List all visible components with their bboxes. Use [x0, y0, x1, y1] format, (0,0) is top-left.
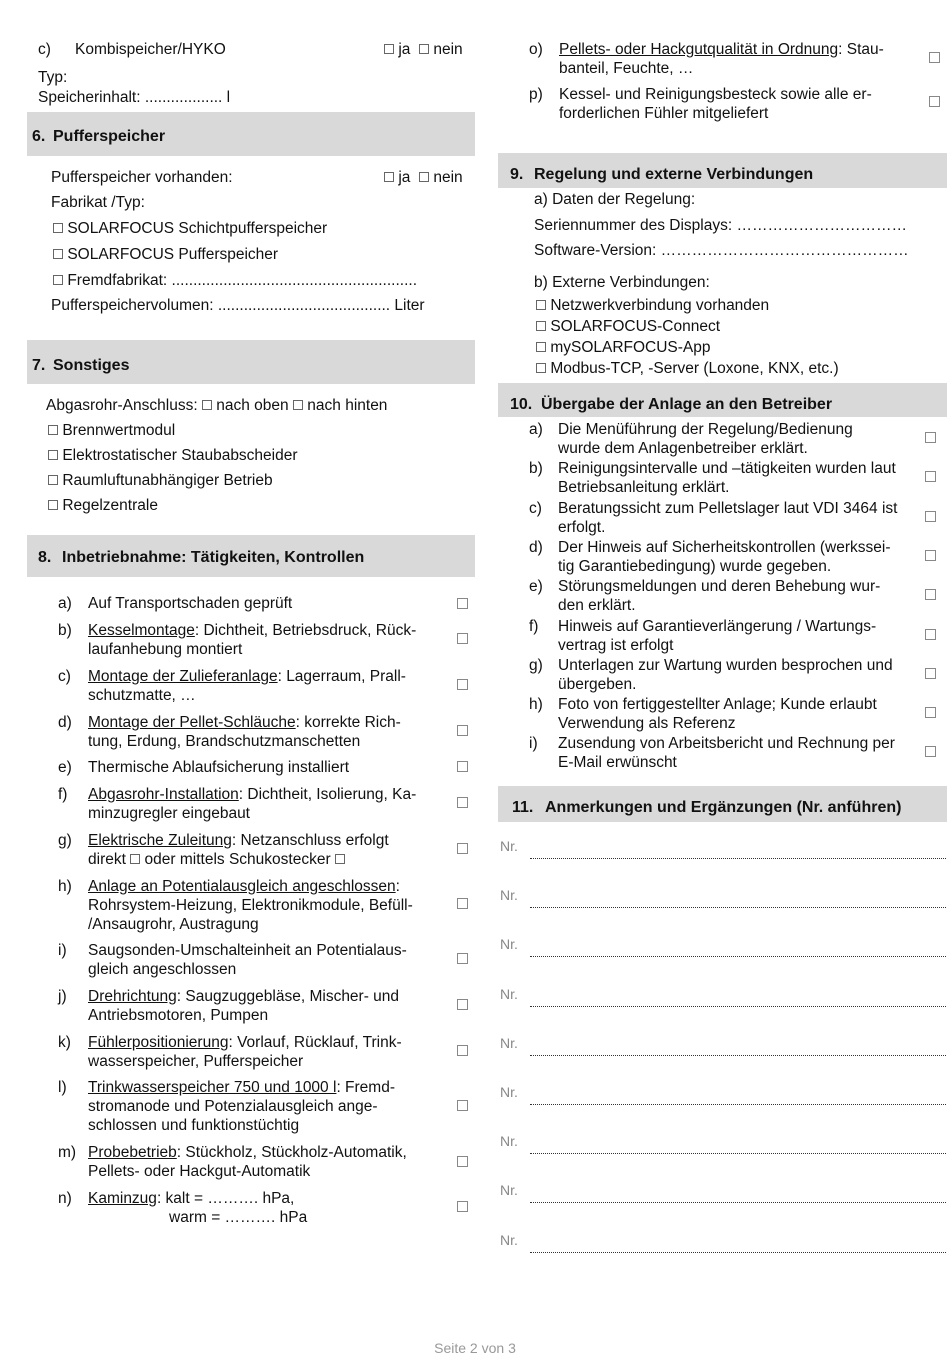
- item-label: a): [529, 421, 543, 438]
- verbindung-item: [536, 338, 711, 357]
- item-text-l1: Der Hinweis auf Sicherheitskontrollen (werkssei-: [558, 538, 891, 556]
- brennwert-label: Brennwertmodul: [62, 422, 176, 439]
- section-6-number: 6.: [32, 128, 46, 145]
- regelzentrale-label: Regelzentrale: [62, 497, 158, 514]
- inbetriebnahme-checkbox[interactable]: [457, 898, 468, 909]
- item-label: l): [58, 1079, 67, 1096]
- item-label: f): [58, 786, 68, 803]
- typ-field: Typ:: [38, 69, 68, 86]
- anmerkung-line[interactable]: [530, 907, 946, 908]
- item-text: :: [395, 878, 400, 895]
- option-pufferspeicher: [53, 245, 278, 264]
- item-text-l1: Hinweis auf Garantieverlängerung / Wartungs-: [558, 617, 877, 635]
- item-label: c): [58, 668, 71, 685]
- anmerkung-line[interactable]: [530, 1153, 946, 1154]
- item-text-l1: Die Menüführung der Regelung/Bedienung: [558, 421, 853, 438]
- item-text-l1: Störungsmeldungen und deren Behebung wur-: [558, 578, 881, 596]
- item-p-line1: Kessel- und Reinigungsbesteck sowie alle er-: [559, 86, 872, 103]
- nr-label: Nr.: [500, 838, 518, 854]
- fabrikat-label: Fabrikat /Typ:: [51, 194, 145, 211]
- item-text-l2: den erklärt.: [558, 597, 636, 615]
- ja-checkbox[interactable]: [384, 44, 394, 54]
- anmerkung-line[interactable]: [530, 1202, 946, 1203]
- item-text-line2: Antriebsmotoren, Pumpen: [88, 1007, 269, 1024]
- section-8-number: 8.: [38, 549, 52, 566]
- item-label: d): [58, 714, 72, 731]
- speicherinhalt-field: Speicherinhalt: .................. l: [38, 89, 231, 106]
- puffer-nein-label: nein: [433, 169, 463, 186]
- item-underlined-text: Anlage an Potentialausgleich angeschlossen: [88, 878, 396, 895]
- puffer-ja-label: ja: [398, 169, 411, 186]
- section-11-title: Anmerkungen und Ergänzungen (Nr. anführen): [545, 799, 902, 816]
- nr-label: Nr.: [500, 1133, 518, 1150]
- pufferspeicher-label: SOLARFOCUS Pufferspeicher: [67, 246, 279, 263]
- item-label: e): [58, 759, 72, 776]
- item-underlined-text: Abgasrohr-Installation: [88, 786, 239, 803]
- item-text: : kalt = ………. hPa,: [156, 1190, 295, 1207]
- modbus-label: Modbus-TCP, -Server (Loxone, KNX, etc.): [550, 360, 839, 377]
- regelung-daten-label: a) Daten der Regelung:: [534, 191, 696, 208]
- uebergabe-checkbox[interactable]: [925, 629, 936, 640]
- item-text: : Netzanschluss erfolgt: [231, 832, 389, 849]
- item-c-label: c): [38, 41, 51, 58]
- connect-label: SOLARFOCUS-Connect: [550, 318, 721, 335]
- inbetriebnahme-checkbox[interactable]: [457, 999, 468, 1010]
- item-text-line2: minzugregler eingebaut: [88, 805, 250, 822]
- item-label: g): [58, 832, 72, 849]
- seriennummer-field: Seriennummer des Displays: ……………………………: [534, 217, 907, 234]
- item-text-line3: /Ansaugrohr, Austragung: [88, 916, 259, 933]
- section-7-title: Sonstiges: [53, 357, 130, 374]
- item-text-line2: laufanhebung montiert: [88, 641, 243, 658]
- item-text: Thermische Ablaufsicherung installiert: [88, 759, 350, 776]
- item-text-line2: tung, Erdung, Brandschutzmanschetten: [88, 733, 361, 750]
- item-label: f): [529, 617, 539, 635]
- item-text-l2: übergeben.: [558, 675, 637, 693]
- item-text: : Lagerraum, Prall-: [277, 668, 406, 685]
- item-p-checkbox[interactable]: [929, 96, 940, 107]
- option-schichtpuffer: [53, 219, 327, 238]
- regelzentrale-checkbox[interactable]: [48, 500, 58, 510]
- section-7-number: 7.: [32, 357, 46, 374]
- item-underlined-text: Montage der Zulieferanlage: [88, 668, 278, 685]
- item-text-line2: Pellets- oder Hackgut-Automatik: [88, 1163, 311, 1180]
- uebergabe-checkbox[interactable]: [925, 668, 936, 679]
- item-text-line2: direkt: [88, 851, 126, 868]
- nr-label: Nr.: [500, 887, 518, 904]
- item-label: c): [529, 499, 542, 517]
- item-text-line3: schlossen und funktionstüchtig: [88, 1117, 300, 1134]
- item-underlined-text: Trinkwasserspeicher 750 und 1000 l: [88, 1079, 337, 1096]
- fremdfabrikat-label: Fremdfabrikat: .........................................................: [67, 272, 418, 289]
- item-text: : korrekte Rich-: [295, 714, 401, 731]
- item-text-line2b: oder mittels Schukostecker: [144, 851, 331, 868]
- nach-hinten-label: nach hinten: [307, 397, 388, 414]
- anmerkung-line[interactable]: [530, 1006, 946, 1007]
- uebergabe-checkbox[interactable]: [925, 707, 936, 718]
- item-p-line2: forderlichen Fühler mitgeliefert: [559, 105, 769, 122]
- sonstiges-item: [48, 446, 298, 465]
- section-9-title: Regelung und externe Verbindungen: [534, 166, 814, 183]
- item-o-label: o): [529, 41, 543, 58]
- brennwert-checkbox[interactable]: [48, 425, 58, 435]
- kombispeicher-label: Kombispeicher/HYKO: [75, 41, 226, 58]
- anmerkung-line[interactable]: [530, 858, 946, 859]
- abgasrohr-label: Abgasrohr-Anschluss:: [46, 397, 198, 414]
- item-text-line2: gleich angeschlossen: [88, 961, 237, 978]
- schukostecker-checkbox[interactable]: [335, 854, 345, 864]
- nr-label: Nr.: [500, 1034, 518, 1051]
- inbetriebnahme-checkbox[interactable]: [457, 633, 468, 644]
- item-text-l1: Zusendung von Arbeitsbericht und Rechnung per: [558, 735, 895, 753]
- item-label: i): [529, 735, 538, 753]
- section-10-title: Übergabe der Anlage an den Betreiber: [541, 396, 833, 413]
- option-fremdfabrikat: [53, 271, 417, 290]
- ja-label: ja: [398, 41, 411, 58]
- inbetriebnahme-checkbox[interactable]: [457, 679, 468, 690]
- uebergabe-checkbox[interactable]: [925, 471, 936, 482]
- abgasrohr-row: [46, 396, 387, 415]
- item-text-l2: erfolgt.: [558, 518, 606, 536]
- item-text-l1: Beratungssicht zum Pelletslager laut VDI 3464 ist: [558, 499, 898, 517]
- item-label: i): [58, 942, 67, 959]
- nr-label: Nr.: [500, 1084, 518, 1100]
- item-text: : Dichtheit, Isolierung, Ka-: [238, 786, 417, 803]
- inbetriebnahme-checkbox[interactable]: [457, 725, 468, 736]
- item-o-checkbox[interactable]: [929, 52, 940, 63]
- item-text-l1: Reinigungsintervalle und –tätigkeiten wurden laut: [558, 460, 896, 478]
- item-text-l2: E-Mail erwünscht: [558, 754, 677, 772]
- section-8-title: Inbetriebnahme: Tätigkeiten, Kontrollen: [62, 549, 365, 566]
- item-label: d): [529, 538, 543, 556]
- item-text: Saugsonden-Umschalteinheit an Potentialaus-: [88, 942, 407, 959]
- nr-label: Nr.: [500, 1231, 518, 1248]
- app-checkbox[interactable]: [536, 342, 546, 352]
- schichtpuffer-label: SOLARFOCUS Schichtpufferspeicher: [67, 220, 328, 237]
- item-label: b): [529, 460, 543, 478]
- inbetriebnahme-checkbox[interactable]: [457, 843, 468, 854]
- netzwerk-checkbox[interactable]: [536, 300, 546, 310]
- item-label: h): [529, 696, 543, 714]
- item-text-l1: Unterlagen zur Wartung wurden besprochen und: [558, 656, 893, 674]
- section-10-number: 10.: [510, 396, 533, 413]
- item-label: e): [529, 578, 543, 596]
- inbetriebnahme-checkbox[interactable]: [457, 953, 468, 964]
- uebergabe-checkbox[interactable]: [925, 511, 936, 522]
- item-o-underlined: Pellets- oder Hackgutqualität in Ordnung: [559, 41, 839, 58]
- item-underlined-text: Montage der Pellet-Schläuche: [88, 714, 296, 731]
- item-text: : Stückholz, Stückholz-Automatik,: [176, 1144, 407, 1161]
- pufferspeicher-options: [384, 168, 463, 187]
- anmerkung-line[interactable]: [530, 1055, 946, 1056]
- volumen-field: Pufferspeichervolumen: ........................................ Liter: [51, 297, 425, 314]
- direkt-checkbox[interactable]: [130, 854, 140, 864]
- item-text: : Vorlauf, Rücklauf, Trink-: [228, 1034, 402, 1051]
- section-9-number: 9.: [510, 166, 524, 183]
- item-underlined-text: Fühlerpositionierung: [88, 1034, 229, 1051]
- item-text-l2: vertrag ist erfolgt: [558, 636, 674, 654]
- item-underlined-text: Drehrichtung: [88, 988, 177, 1005]
- puffer-nein-checkbox[interactable]: [419, 172, 429, 182]
- app-label: mySOLARFOCUS-App: [550, 339, 711, 356]
- staubabscheider-checkbox[interactable]: [48, 450, 58, 460]
- item-text-l1: Foto von fertiggestellter Anlage; Kunde erlaubt: [558, 696, 877, 714]
- item-text-l2: Verwendung als Referenz: [558, 715, 736, 733]
- item-text-line2: wasserspeicher, Pufferspeicher: [88, 1053, 304, 1070]
- raumluft-checkbox[interactable]: [48, 475, 58, 485]
- item-label: n): [58, 1190, 72, 1207]
- item-text-l2: wurde dem Anlagenbetreiber erklärt.: [558, 440, 808, 457]
- item-text-l2: tig Garantiebedingung) wurde gegeben.: [558, 557, 832, 575]
- item-label: h): [58, 878, 72, 895]
- inbetriebnahme-checkbox[interactable]: [457, 598, 468, 609]
- item-text-line2: stromanode und Potenzialausgleich ange-: [88, 1098, 378, 1115]
- anmerkung-line[interactable]: [530, 1104, 946, 1105]
- item-o-text: : Stau-: [838, 41, 884, 58]
- nach-hinten-checkbox[interactable]: [293, 400, 303, 410]
- nein-checkbox[interactable]: [419, 44, 429, 54]
- pufferspeicher-checkbox[interactable]: [53, 249, 63, 259]
- nr-label: Nr.: [500, 985, 518, 1002]
- verbindung-item: [536, 317, 720, 336]
- item-text: Auf Transportschaden geprüft: [88, 595, 293, 612]
- sonstiges-item: [48, 421, 175, 440]
- software-version-field: Software-Version: …………………………………………: [534, 242, 909, 259]
- item-text: : Dichtheit, Betriebsdruck, Rück-: [194, 622, 417, 639]
- inbetriebnahme-checkbox[interactable]: [457, 761, 468, 772]
- item-text-line2: schutzmatte, …: [88, 687, 196, 704]
- inbetriebnahme-checkbox[interactable]: [457, 1045, 468, 1056]
- item-label: k): [58, 1034, 71, 1051]
- verbindung-item: [536, 296, 769, 315]
- uebergabe-checkbox[interactable]: [925, 550, 936, 561]
- item-o-line2: banteil, Feuchte, …: [559, 60, 694, 77]
- item-text: : Saugzuggebläse, Mischer- und: [176, 988, 400, 1005]
- inbetriebnahme-checkbox[interactable]: [457, 1201, 468, 1212]
- inbetriebnahme-checkbox[interactable]: [457, 797, 468, 808]
- page-footer: Seite 2 von 3: [434, 1340, 516, 1356]
- nach-oben-checkbox[interactable]: [202, 400, 212, 410]
- uebergabe-checkbox[interactable]: [925, 746, 936, 757]
- kombispeicher-options: [384, 40, 463, 59]
- modbus-checkbox[interactable]: [536, 363, 546, 373]
- nein-label: nein: [433, 41, 463, 58]
- uebergabe-checkbox[interactable]: [925, 589, 936, 600]
- nr-label: Nr.: [500, 1182, 518, 1199]
- verbindung-item: [536, 359, 839, 378]
- item-label: g): [529, 656, 543, 674]
- item-underlined-text: Kesselmontage: [88, 622, 195, 639]
- raumluft-label: Raumluftunabhängiger Betrieb: [62, 472, 273, 489]
- item-text: : Fremd-: [336, 1079, 395, 1096]
- uebergabe-checkbox[interactable]: [925, 432, 936, 443]
- nach-oben-label: nach oben: [216, 397, 289, 414]
- connect-checkbox[interactable]: [536, 321, 546, 331]
- item-underlined-text: Probebetrieb: [88, 1144, 177, 1161]
- item-label: a): [58, 595, 72, 612]
- fremdfabrikat-checkbox[interactable]: [53, 275, 63, 285]
- item-p-label: p): [529, 86, 543, 103]
- sonstiges-item: [48, 496, 158, 515]
- item-label: m): [58, 1144, 77, 1161]
- item-label: j): [58, 988, 67, 1005]
- item-text-line2: warm = ………. hPa: [169, 1209, 308, 1226]
- section-11-number: 11.: [512, 799, 534, 816]
- nr-label: Nr.: [500, 936, 518, 953]
- staubabscheider-label: Elektrostatischer Staubabscheider: [62, 447, 298, 464]
- inbetriebnahme-checkbox[interactable]: [457, 1156, 468, 1167]
- externe-verbindungen-label: b) Externe Verbindungen:: [534, 274, 710, 291]
- puffer-ja-checkbox[interactable]: [384, 172, 394, 182]
- item-underlined-text: Elektrische Zuleitung: [88, 832, 232, 849]
- pufferspeicher-vorhanden-label: Pufferspeicher vorhanden:: [51, 169, 233, 186]
- section-6-title: Pufferspeicher: [53, 128, 166, 145]
- anmerkung-line[interactable]: [530, 956, 946, 957]
- inbetriebnahme-checkbox[interactable]: [457, 1100, 468, 1111]
- item-text-l2: Betriebsanleitung erklärt.: [558, 479, 730, 497]
- schichtpuffer-checkbox[interactable]: [53, 223, 63, 233]
- item-label: b): [58, 622, 72, 639]
- sonstiges-item: [48, 471, 273, 490]
- netzwerk-label: Netzwerkverbindung vorhanden: [550, 297, 770, 314]
- item-text-line2: Rohrsystem-Heizung, Elektronikmodule, Befüll-: [88, 897, 413, 914]
- anmerkung-line[interactable]: [530, 1252, 946, 1253]
- item-underlined-text: Kaminzug: [88, 1190, 157, 1207]
